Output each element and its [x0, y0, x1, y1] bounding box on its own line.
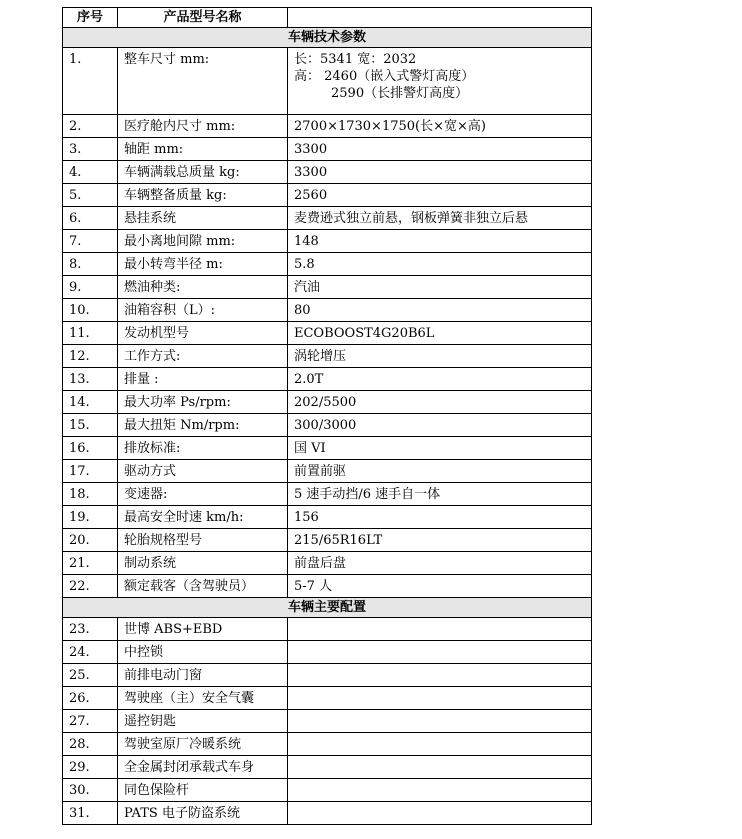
row-no: 23. — [63, 618, 118, 641]
section-header-config — [63, 598, 592, 618]
row-label: 发动机型号 — [118, 322, 288, 345]
row-label: 工作方式: — [118, 345, 288, 368]
table-row — [63, 756, 592, 779]
header-name: 产品型号名称 — [118, 8, 288, 28]
row-no: 14. — [63, 391, 118, 414]
row-label: 排量 : — [118, 368, 288, 391]
row-label: 燃油种类: — [118, 276, 288, 299]
row-no: 9. — [63, 276, 118, 299]
header-no: 序号 — [63, 8, 118, 28]
row-no: 28. — [63, 733, 118, 756]
row-value: 148 — [288, 230, 592, 253]
row-value: 国 VI — [288, 437, 592, 460]
table-row — [63, 276, 592, 299]
row-value: 80 — [288, 299, 592, 322]
row-value — [288, 687, 592, 710]
table-row — [63, 641, 592, 664]
row-value: 202/5500 — [288, 391, 592, 414]
row-no: 27. — [63, 710, 118, 733]
row-no: 25. — [63, 664, 118, 687]
row-value — [288, 48, 592, 115]
row-no: 5. — [63, 184, 118, 207]
row-label: 轴距 mm: — [118, 138, 288, 161]
row-label: 油箱容积（L）: — [118, 299, 288, 322]
row-label: 排放标准: — [118, 437, 288, 460]
row-value: 215/65R16LT — [288, 529, 592, 552]
row-label: 最小转弯半径 m: — [118, 253, 288, 276]
table-row — [63, 687, 592, 710]
row-no: 26. — [63, 687, 118, 710]
table-row — [63, 368, 592, 391]
row-value: 涡轮增压 — [288, 345, 592, 368]
row-no: 16. — [63, 437, 118, 460]
row-value — [288, 733, 592, 756]
table-row — [63, 48, 592, 115]
row-label: 整车尺寸 mm: — [118, 48, 288, 115]
row-no: 11. — [63, 322, 118, 345]
row-no: 30. — [63, 779, 118, 802]
row-no: 19. — [63, 506, 118, 529]
table-row — [63, 299, 592, 322]
table-row — [63, 414, 592, 437]
row-value: 5-7 人 — [288, 575, 592, 598]
row-label: 中控锁 — [118, 641, 288, 664]
row-value: 麦费逊式独立前悬，钢板弹簧非独立后悬 — [288, 207, 592, 230]
row-value: 2700×1730×1750(长×宽×高) — [288, 115, 592, 138]
row-label: PATS 电子防盗系统 — [118, 802, 288, 825]
row-value-line: 长：5341 宽：2032 — [294, 52, 417, 67]
section-title-config: 车辆主要配置 — [63, 598, 592, 618]
row-value: 前盘后盘 — [288, 552, 592, 575]
row-label: 驾驶室原厂冷暖系统 — [118, 733, 288, 756]
row-value: 3300 — [288, 161, 592, 184]
row-no: 29. — [63, 756, 118, 779]
table-row — [63, 618, 592, 641]
row-no: 17. — [63, 460, 118, 483]
table-row — [63, 529, 592, 552]
row-label: 遥控钥匙 — [118, 710, 288, 733]
table-row — [63, 253, 592, 276]
section-header-specs — [63, 28, 592, 48]
row-value: 2560 — [288, 184, 592, 207]
row-value-line: 2590（长排警灯高度） — [331, 86, 469, 101]
table-row — [63, 733, 592, 756]
row-no: 6. — [63, 207, 118, 230]
row-value — [288, 756, 592, 779]
table-row — [63, 391, 592, 414]
table-row — [63, 230, 592, 253]
table-row — [63, 322, 592, 345]
section-title-specs: 车辆技术参数 — [63, 28, 592, 48]
row-no: 2. — [63, 115, 118, 138]
row-value: 前置前驱 — [288, 460, 592, 483]
table-row — [63, 345, 592, 368]
row-value: 3300 — [288, 138, 592, 161]
table-row — [63, 460, 592, 483]
row-value: 5 速手动挡/6 速手自一体 — [288, 483, 592, 506]
row-label: 车辆满载总质量 kg: — [118, 161, 288, 184]
row-label: 最小离地间隙 mm: — [118, 230, 288, 253]
row-label: 额定载客（含驾驶员） — [118, 575, 288, 598]
row-value — [288, 618, 592, 641]
row-value-line: 高： 2460（嵌入式警灯高度） — [294, 69, 475, 84]
row-value — [288, 641, 592, 664]
spec-table — [62, 7, 592, 825]
row-no: 12. — [63, 345, 118, 368]
table-row — [63, 161, 592, 184]
row-label: 变速器: — [118, 483, 288, 506]
row-label: 世博 ABS+EBD — [118, 618, 288, 641]
header-row — [63, 8, 592, 28]
table-row — [63, 575, 592, 598]
row-label: 车辆整备质量 kg: — [118, 184, 288, 207]
row-label: 最高安全时速 km/h: — [118, 506, 288, 529]
table-row — [63, 664, 592, 687]
row-value: 5.8 — [288, 253, 592, 276]
row-no: 20. — [63, 529, 118, 552]
row-no: 8. — [63, 253, 118, 276]
row-label: 轮胎规格型号 — [118, 529, 288, 552]
table-row — [63, 115, 592, 138]
row-value: 汽油 — [288, 276, 592, 299]
row-value — [288, 664, 592, 687]
row-no: 22. — [63, 575, 118, 598]
row-label: 医疗舱内尺寸 mm: — [118, 115, 288, 138]
table-row — [63, 138, 592, 161]
table-row — [63, 802, 592, 825]
row-label: 悬挂系统 — [118, 207, 288, 230]
table-row — [63, 437, 592, 460]
row-no: 7. — [63, 230, 118, 253]
row-label: 全金属封闭承载式车身 — [118, 756, 288, 779]
row-value: 2.0T — [288, 368, 592, 391]
row-no: 24. — [63, 641, 118, 664]
row-no: 21. — [63, 552, 118, 575]
row-no: 18. — [63, 483, 118, 506]
row-label: 驾驶座（主）安全气囊 — [118, 687, 288, 710]
row-label: 最大功率 Ps/rpm: — [118, 391, 288, 414]
row-no: 1. — [63, 48, 118, 115]
row-no: 3. — [63, 138, 118, 161]
table-row — [63, 710, 592, 733]
row-no: 10. — [63, 299, 118, 322]
table-row — [63, 552, 592, 575]
row-value: 300/3000 — [288, 414, 592, 437]
table-row — [63, 483, 592, 506]
table-row — [63, 779, 592, 802]
row-no: 15. — [63, 414, 118, 437]
row-value — [288, 802, 592, 825]
row-no: 13. — [63, 368, 118, 391]
row-no: 4. — [63, 161, 118, 184]
row-no: 31. — [63, 802, 118, 825]
row-value: 156 — [288, 506, 592, 529]
row-label: 最大扭矩 Nm/rpm: — [118, 414, 288, 437]
row-value — [288, 779, 592, 802]
row-label: 同色保险杆 — [118, 779, 288, 802]
row-value: ECOBOOST4G20B6L — [288, 322, 592, 345]
table-row — [63, 184, 592, 207]
header-value — [288, 8, 592, 28]
row-value — [288, 710, 592, 733]
row-label: 前排电动门窗 — [118, 664, 288, 687]
table-row — [63, 207, 592, 230]
table-row — [63, 506, 592, 529]
row-label: 制动系统 — [118, 552, 288, 575]
row-label: 驱动方式 — [118, 460, 288, 483]
